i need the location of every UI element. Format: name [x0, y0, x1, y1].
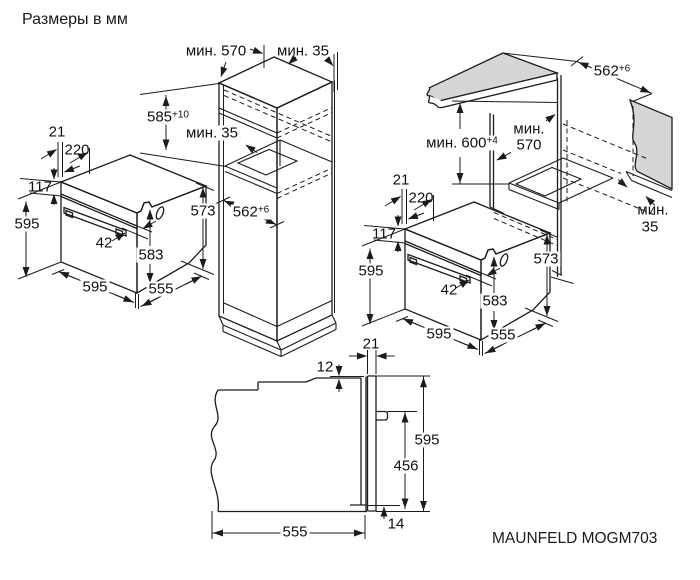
dim-oven1-595-height: 595: [14, 215, 40, 233]
dim-side-595: 595: [414, 431, 440, 449]
dim-oven2-220: 220: [408, 189, 434, 207]
dim-niche-min-600: мин. $600^{+4}$: [426, 134, 498, 152]
dim-oven1-42: 42: [95, 234, 113, 252]
dim-oven1-117: 117: [28, 178, 52, 196]
dim-cabinet-min-570: мин. 570: [185, 42, 247, 60]
dim-oven1-220: 220: [64, 141, 90, 159]
dim-niche-570: 570: [516, 136, 542, 154]
dim-oven1-21: 21: [48, 123, 66, 141]
dim-side-14: 14: [387, 515, 405, 533]
dim-oven2-42: 42: [440, 281, 458, 299]
dim-cabinet-min-35-inner: мин. 35: [186, 124, 238, 142]
dim-oven1-595-width: 595: [82, 278, 108, 296]
dim-oven2-583: 583: [482, 292, 508, 310]
dim-cabinet-562: $562^{+6}$: [232, 203, 270, 221]
dim-oven2-21: 21: [392, 171, 410, 189]
dim-niche-min-label: мин.: [513, 120, 545, 138]
side-section: [211, 350, 430, 539]
dim-oven2-117: 117: [372, 225, 396, 243]
dim-oven2-595-height: 595: [358, 262, 384, 280]
dim-niche-562: $562^{+6}$: [593, 62, 631, 80]
dim-side-555: 555: [282, 523, 308, 541]
dim-niche-35: 35: [641, 218, 659, 236]
dim-oven1-555: 555: [148, 280, 174, 298]
dim-oven1-583: 583: [138, 246, 164, 264]
dim-oven2-595-width: 595: [426, 325, 452, 343]
page-title: Размеры в мм: [22, 11, 128, 28]
oven-isometric: [18, 142, 214, 309]
dim-cabinet-min-35-top: мин. 35: [277, 42, 329, 60]
dim-niche-min-label-2: мин.: [637, 201, 669, 219]
dim-oven2-555: 555: [490, 326, 516, 344]
dim-side-456: 456: [393, 457, 419, 475]
dim-cabinet-585: $585^{+10}$: [147, 108, 189, 126]
dim-side-21: 21: [362, 335, 380, 353]
dim-oven1-573: 573: [190, 202, 216, 220]
dim-side-12: 12: [316, 358, 334, 376]
model-label: MAUNFELD MOGM703: [492, 530, 658, 547]
dim-oven2-573: 573: [533, 250, 559, 268]
